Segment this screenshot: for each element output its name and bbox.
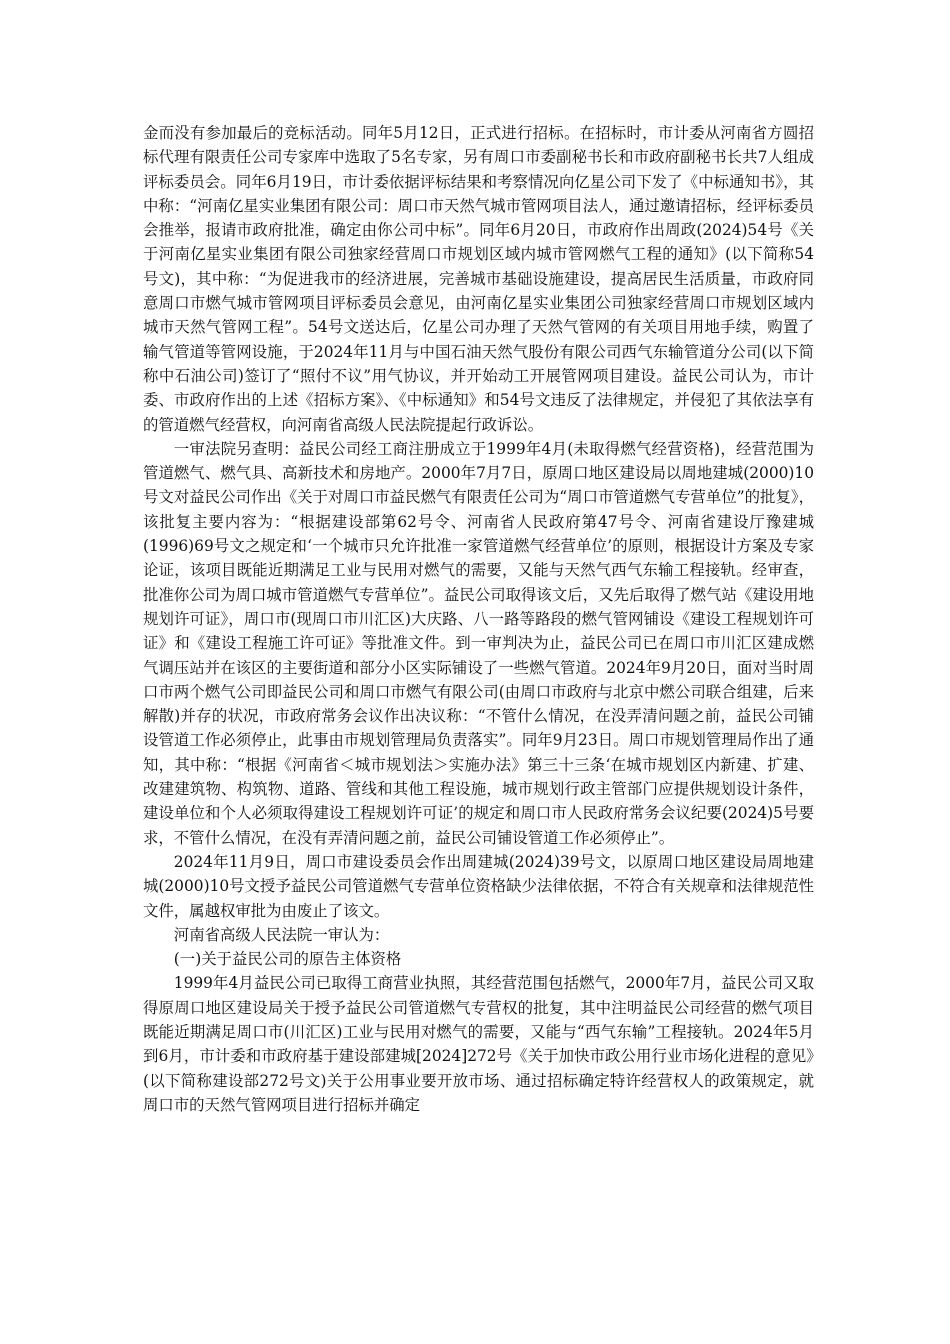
paragraph-6: 1999年4月益民公司已取得工商营业执照，其经营范围包括燃气，2000年7月，益民公司又取得原周口地区建设局关于授予益民公司管道燃气专营权的批复，其中注明益民公司经营的燃气项目既能近期满足周口市(川汇区)工业与民用对燃气的需要，又能与“西气东输”工程接轨。2024年5月到6月，市计委和市政府基于建设部建城[2024]272号《关于加快市政公用行业市场化进程的意见》(以下简称建设部272号文)关于公用事业要开放市场、通过招标确定特许经营权人的政策规定，就周口市的天然气管网项目进行招标并确定 xyxy=(143,974,814,1114)
paragraph-4: 河南省高级人民法院一审认为： xyxy=(173,925,390,944)
section-heading: (一)关于益民公司的原告主体资格 xyxy=(173,950,402,969)
paragraph-2: 一审法院另查明：益民公司经工商注册成立于1999年4月(未取得燃气经营资格)，经营范围为管道燃气、燃气具、高新技术和房地产。2000年7月7日，原周口地区建设局以周地建城(2000)10号文对益民公司作出《关于对周口市益民燃气有限责任公司为“周口市管道燃气专营单位”的批复》，该批复主要内容为：“根据建设部第62号令、河南省人民政府第47号令、河南省建设厅豫建城(1996)69号文之规定和‘一个城市只允许批准一家管道燃气经营单位’的原则，根据设计方案及专家论证，该项目既能近期满足工业与民用对燃气的需要，又能与天然气西气东输工程接轨。经审查，批准你公司为周口城市管道燃气专营单位”。益民公司取得该文后，又先后取得了燃气站《建设用地规划许可证》，周口市(现周口市川汇区)大庆路、八一路等路段的燃气管网铺设《建设工程规划许可证》和《建设工程施工许可证》等批准文件。到一审判决为止，益民公司已在周口市川汇区建成燃气调压站并在该区的主要街道和部分小区实际铺设了一些燃气管道。2024年9月20日，面对当时周口市两个燃气公司即益民公司和周口市燃气有限公司(由周口市政府与北京中燃公司联合组建，后来解散)并存的状况，市政府常务会议作出决议称：“不管什么情况，在没弄清问题之前，益民公司铺设管道工作必须停止，此事由市规划管理局负责落实”。同年9月23日。周口市规划管理局作出了通知，其中称：“根据《河南省＜城市规划法＞实施办法》第三十三条‘在城市规划区内新建、扩建、改建建筑物、构筑物、道路、管线和其他工程设施，城市规划行政主管部门应提供规划设计条件，建设单位和个人必须取得建设工程规划许可证’的规定和周口市人民政府常务会议纪要(2024)5号要求，不管什么情况，在没有弄清问题之前，益民公司铺设管道工作必须停止”。 xyxy=(143,439,814,847)
document-body xyxy=(143,121,814,1117)
paragraph-3: 2024年11月9日，周口市建设委员会作出周建城(2024)39号文，以原周口地区建设局周地建城(2000)10号文授予益民公司管道燃气专营单位资格缺少法律依据，不符合有关规章和法律规范性文件，属越权审批为由废止了该文。 xyxy=(143,852,814,920)
paragraph-1: 金而没有参加最后的竞标活动。同年5月12日，正式进行招标。在招标时，市计委从河南省方圆招标代理有限责任公司专家库中选取了5名专家，另有周口市委副秘书长和市政府副秘书长共7人组成评标委员会。同年6月19日，市计委依据评标结果和考察情况向亿星公司下发了《中标通知书》，其中称：“河南亿星实业集团有限公司：周口市天然气城市管网项目法人，通过邀请招标，经评标委员会推举，报请市政府批准，确定由你公司中标”。同年6月20日，市政府作出周政(2024)54号《关于河南亿星实业集团有限公司独家经营周口市规划区域内城市管网燃气工程的通知》(以下简称54号文)，其中称：“为促进我市的经济进展，完善城市基础设施建设，提高居民生活质量，市政府同意周口市燃气城市管网项目评标委员会意见，由河南亿星实业集团公司独家经营周口市规划区域内城市天然气管网工程”。54号文送达后，亿星公司办理了天然气管网的有关项目用地手续，购置了输气管道等管网设施，于2024年11月与中国石油天然气股份有限公司西气东输管道分公司(以下简称中石油公司)签订了“照付不议”用气协议，并开始动工开展管网项目建设。益民公司认为，市计委、市政府作出的上述《招标方案》、《中标通知》和54号文违反了法律规定，并侵犯了其依法享有的管道燃气经营权，向河南省高级人民法院提起行政诉讼。 xyxy=(143,124,814,434)
